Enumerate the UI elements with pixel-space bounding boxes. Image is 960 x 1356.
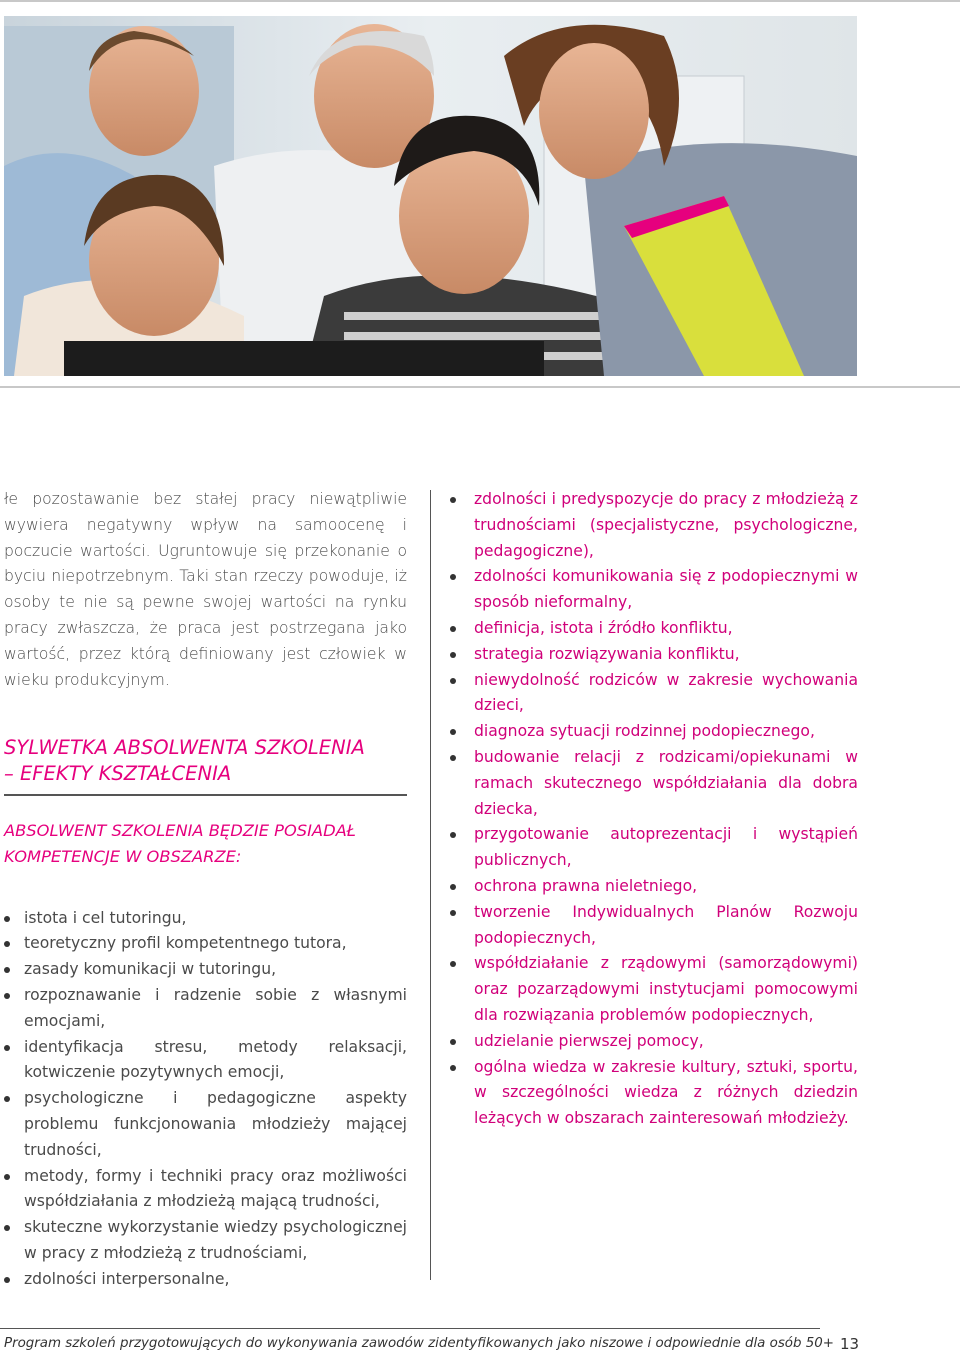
bullet-icon [450,1039,456,1045]
bullet-icon [450,574,456,580]
subheading-line-2: KOMPETENCJE W OBSZARZE: [4,846,242,866]
section-heading [4,735,407,787]
list-item: metody, formy i techniki pracy oraz możliwości współdziałania z młodzieżą mającą trudności, [4,1164,407,1216]
list-item: zdolności komunikowania się z podopiecznymi w sposób nieformalny, [448,564,858,616]
list-item: identyfikacja stresu, metody relaksacji, kotwiczenie pozytywnych emocji, [4,1035,407,1087]
bullet-icon [450,652,456,658]
bullet-icon [450,497,456,503]
header-photo [4,16,857,376]
bullet-icon [4,1174,10,1180]
section-heading-line-1: SYLWETKA ABSOLWENTA SZKOLENIA [4,736,365,760]
bullet-icon [4,967,10,973]
bullet-icon [450,961,456,967]
bullet-icon [450,1065,456,1071]
competence-list-right [448,487,858,1132]
bullet-icon [4,941,10,947]
bullet-icon [450,729,456,735]
list-item: diagnoza sytuacji rodzinnej podopiecznego, [448,719,858,745]
bullet-icon [450,884,456,890]
list-item: przygotowanie autoprezentacji i wystąpień publicznych, [448,822,858,874]
bullet-icon [4,916,10,922]
list-item: budowanie relacji z rodzicami/opiekunami w ramach skutecznego współdziałania dla dobra dziecka, [448,745,858,822]
list-item: współdziałanie z rządowymi (samorządowymi) oraz pozarządowymi instytucjami pomocowymi dla rozwiązania problemów podopiecznych, [448,951,858,1028]
list-item: definicja, istota i źródło konfliktu, [448,616,858,642]
footer-rule [0,1328,820,1329]
bullet-icon [4,1045,10,1051]
list-item: teoretyczny profil kompetentnego tutora, [4,931,407,957]
column-divider [430,490,431,1280]
competence-list-left [4,906,407,1293]
bullet-icon [4,993,10,999]
list-item: psychologiczne i pedagogiczne aspekty problemu funkcjonowania młodzieży mającej trudności, [4,1086,407,1163]
page-number: 13 [840,1335,860,1353]
bullet-icon [450,910,456,916]
bullet-icon [4,1096,10,1102]
left-column [4,487,407,1293]
list-item: niewydolność rodziców w zakresie wychowania dzieci, [448,668,858,720]
subheading-line-1: ABSOLWENT SZKOLENIA BĘDZIE POSIADAŁ [4,820,356,840]
top-rule [0,0,960,2]
section-subheading [4,818,407,870]
intro-paragraph: łe pozostawanie bez stałej pracy niewątpliwie wywiera negatywny wpływ na samoocenę i poczucie wartości. Ugruntowuje się przekonanie o byciu niepotrzebnym. Taki stan rzeczy powoduje, iż osoby te nie są pewne swojej wartości na rynku pracy zwłaszcza, że praca jest postrzegana jako wartość, przez którą definiowany jest człowiek w wieku produkcyjnym. [4,490,407,689]
footer-text: Program szkoleń przygotowujących do wykonywania zawodów zidentyfikowanych jako niszowe i odpowiednie dla osób 50+ [4,1336,835,1351]
list-item: zasady komunikacji w tutoringu, [4,957,407,983]
bullet-icon [4,1225,10,1231]
bullet-icon [4,1277,10,1283]
right-column [448,487,858,1132]
bullet-icon [450,626,456,632]
list-item: skuteczne wykorzystanie wiedzy psychologicznej w pracy z młodzieżą z trudnościami, [4,1215,407,1267]
bullet-icon [450,755,456,761]
list-item: tworzenie Indywidualnych Planów Rozwoju podopiecznych, [448,900,858,952]
list-item: strategia rozwiązywania konfliktu, [448,642,858,668]
list-item: rozpoznawanie i radzenie sobie z własnymi emocjami, [4,983,407,1035]
list-item: istota i cel tutoringu, [4,906,407,932]
list-item: zdolności i predyspozycje do pracy z młodzieżą z trudnościami (specjalistyczne, psychologiczne, pedagogiczne), [448,487,858,564]
heading-rule [4,794,407,796]
bullet-icon [450,832,456,838]
list-item: ogólna wiedza w zakresie kultury, sztuki, sportu, w szczególności wiedza z różnych dziedzin leżących w obszarach zainteresowań młodzieży. [448,1055,858,1132]
bullet-icon [450,678,456,684]
list-item: zdolności interpersonalne, [4,1267,407,1293]
list-item: udzielanie pierwszej pomocy, [448,1029,858,1055]
photo-bottom-rule [0,386,960,388]
list-item: ochrona prawna nieletniego, [448,874,858,900]
section-heading-line-2: – EFEKTY KSZTAŁCENIA [4,762,232,786]
